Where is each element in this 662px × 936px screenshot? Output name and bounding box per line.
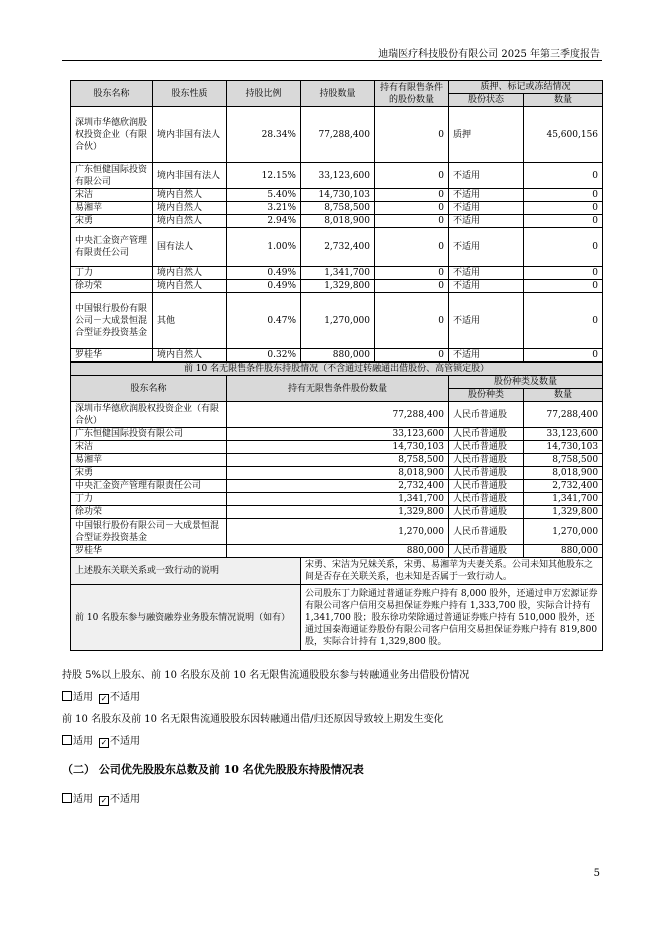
table-row bbox=[71, 163, 603, 189]
table-row bbox=[71, 506, 603, 519]
cell-name: 宋洁 bbox=[71, 441, 227, 454]
cell-amount: 33,123,600 bbox=[524, 428, 603, 441]
table-row bbox=[71, 441, 603, 454]
cell-status: 不适用 bbox=[449, 228, 524, 267]
cell-amount: 1,341,700 bbox=[524, 493, 603, 506]
cell-qty: 1,341,700 bbox=[301, 267, 375, 280]
cell-type: 人民币普通股 bbox=[449, 402, 524, 428]
cell-qty: 33,123,600 bbox=[301, 163, 375, 189]
cell-ratio: 12.15% bbox=[227, 163, 301, 189]
cell-restricted: 0 bbox=[375, 107, 449, 163]
note-label: 前 10 名股东参与融资融券业务股东情况说明（如有） bbox=[71, 585, 301, 651]
cell-qty: 2,732,400 bbox=[301, 228, 375, 267]
table-row bbox=[71, 402, 603, 428]
cell-nature: 境内自然人 bbox=[153, 189, 227, 202]
table-row bbox=[71, 267, 603, 280]
checked-box-icon: ✓ bbox=[100, 694, 108, 703]
cell-restricted: 0 bbox=[375, 267, 449, 280]
cell-type: 人民币普通股 bbox=[449, 506, 524, 519]
cell-nature: 境内自然人 bbox=[153, 202, 227, 215]
cell-qty: 8,018,900 bbox=[301, 215, 375, 228]
cell-status: 质押 bbox=[449, 107, 524, 163]
table-row bbox=[71, 349, 603, 362]
cell-ratio: 2.94% bbox=[227, 215, 301, 228]
option-not-applicable-label: 不适用 bbox=[110, 794, 140, 805]
cell-name: 宋勇 bbox=[71, 467, 227, 480]
table-row bbox=[71, 428, 603, 441]
cell-name: 宋勇 bbox=[71, 215, 153, 228]
cell-ratio: 0.49% bbox=[227, 267, 301, 280]
cell-status: 不适用 bbox=[449, 267, 524, 280]
note-text: 宋勇、宋洁为兄妹关系，宋勇、易湘苹为夫妻关系。公司未知其他股东之间是否存在关联关系，也未知是否属于一致行动人。 bbox=[301, 558, 603, 585]
cell-pledge: 0 bbox=[524, 349, 603, 362]
cell-amount: 1,329,800 bbox=[524, 506, 603, 519]
col-header-ratio: 持股比例 bbox=[227, 81, 301, 107]
col-header-name: 股东名称 bbox=[71, 81, 153, 107]
cell-name: 深圳市华德欣润股权投资企业（有限合伙） bbox=[71, 107, 153, 163]
cell-status: 不适用 bbox=[449, 293, 524, 349]
cell-pledge: 0 bbox=[524, 228, 603, 267]
cell-amount: 8,018,900 bbox=[524, 467, 603, 480]
col-header-pledge-qty: 数量 bbox=[524, 94, 603, 107]
cell-pledge: 0 bbox=[524, 280, 603, 293]
cell-status: 不适用 bbox=[449, 349, 524, 362]
table-row bbox=[71, 493, 603, 506]
cell-qty: 1,329,800 bbox=[227, 506, 449, 519]
page-header-title: 迪瑞医疗科技股份有限公司 2025 年第三季度报告 bbox=[378, 49, 600, 60]
cell-qty: 1,270,000 bbox=[301, 293, 375, 349]
cell-qty: 8,758,500 bbox=[227, 454, 449, 467]
cell-ratio: 3.21% bbox=[227, 202, 301, 215]
cell-type: 人民币普通股 bbox=[449, 467, 524, 480]
checked-box-icon: ✓ bbox=[100, 796, 108, 805]
col-header-pledge-status: 股份状态 bbox=[449, 94, 524, 107]
cell-name: 广东恒健国际投资有限公司 bbox=[71, 428, 227, 441]
cell-qty: 2,732,400 bbox=[227, 480, 449, 493]
checkbox-icon bbox=[62, 691, 72, 701]
table-row bbox=[71, 107, 603, 163]
option-applicable-label: 适用 bbox=[73, 736, 93, 747]
cell-restricted: 0 bbox=[375, 228, 449, 267]
cell-qty: 1,341,700 bbox=[227, 493, 449, 506]
table-row bbox=[71, 454, 603, 467]
cell-name: 深圳市华德欣润股权投资企业（有限合伙） bbox=[71, 402, 227, 428]
col-header-type-group: 股份种类及数量 bbox=[449, 376, 603, 389]
note-row-margin-trading bbox=[71, 585, 603, 651]
cell-ratio: 28.34% bbox=[227, 107, 301, 163]
cell-name: 徐功荣 bbox=[71, 280, 153, 293]
cell-restricted: 0 bbox=[375, 293, 449, 349]
cell-name: 易湘苹 bbox=[71, 202, 153, 215]
cell-nature: 境内自然人 bbox=[153, 215, 227, 228]
cell-amount: 77,288,400 bbox=[524, 402, 603, 428]
col-header-name: 股东名称 bbox=[71, 376, 227, 402]
cell-name: 徐功荣 bbox=[71, 506, 227, 519]
cell-name: 丁力 bbox=[71, 493, 227, 506]
cell-status: 不适用 bbox=[449, 189, 524, 202]
cell-nature: 境内自然人 bbox=[153, 267, 227, 280]
unrestricted-shareholders-table bbox=[70, 362, 603, 651]
cell-ratio: 0.32% bbox=[227, 349, 301, 362]
cell-nature: 境内自然人 bbox=[153, 349, 227, 362]
option-not-applicable-label: 不适用 bbox=[110, 736, 140, 747]
cell-qty: 880,000 bbox=[301, 349, 375, 362]
cell-ratio: 0.47% bbox=[227, 293, 301, 349]
cell-amount: 1,270,000 bbox=[524, 519, 603, 545]
col-header-pledge-group: 质押、标记或冻结情况 bbox=[449, 81, 603, 94]
cell-status: 不适用 bbox=[449, 280, 524, 293]
cell-pledge: 0 bbox=[524, 267, 603, 280]
cell-type: 人民币普通股 bbox=[449, 441, 524, 454]
section-heading: （二） 公司优先股股东总数及前 10 名优先股股东持股情况表 bbox=[62, 763, 364, 776]
cell-type: 人民币普通股 bbox=[449, 454, 524, 467]
cell-name: 中国银行股份有限公司－大成景恒混合型证券投资基金 bbox=[71, 519, 227, 545]
page-number: 5 bbox=[593, 868, 600, 879]
option-line-3 bbox=[62, 790, 140, 806]
paragraph-lending: 持股 5%以上股东、前 10 名股东及前 10 名无限售流通股股东参与转融通业务出借股份情况 bbox=[62, 670, 470, 681]
cell-nature: 其他 bbox=[153, 293, 227, 349]
cell-type: 人民币普通股 bbox=[449, 493, 524, 506]
table-row bbox=[71, 189, 603, 202]
cell-qty: 77,288,400 bbox=[227, 402, 449, 428]
cell-restricted: 0 bbox=[375, 189, 449, 202]
table-row bbox=[71, 545, 603, 558]
checked-box-icon: ✓ bbox=[100, 738, 108, 747]
cell-nature: 境内非国有法人 bbox=[153, 107, 227, 163]
cell-name: 罗桂华 bbox=[71, 545, 227, 558]
cell-ratio: 0.49% bbox=[227, 280, 301, 293]
cell-nature: 境内非国有法人 bbox=[153, 163, 227, 189]
checkbox-icon bbox=[62, 793, 72, 803]
table-row bbox=[71, 467, 603, 480]
top10-shareholders-table bbox=[70, 80, 603, 362]
col-header-type: 股份种类 bbox=[449, 389, 524, 402]
cell-qty: 8,018,900 bbox=[227, 467, 449, 480]
col-header-restricted: 持有有限售条件的股份数量 bbox=[375, 81, 449, 107]
table-row bbox=[71, 215, 603, 228]
cell-type: 人民币普通股 bbox=[449, 519, 524, 545]
cell-pledge: 45,600,156 bbox=[524, 107, 603, 163]
table-row bbox=[71, 202, 603, 215]
cell-qty: 1,329,800 bbox=[301, 280, 375, 293]
cell-ratio: 5.40% bbox=[227, 189, 301, 202]
cell-pledge: 0 bbox=[524, 189, 603, 202]
cell-qty: 880,000 bbox=[227, 545, 449, 558]
header-rule bbox=[62, 60, 602, 61]
cell-qty: 14,730,103 bbox=[301, 189, 375, 202]
cell-name: 中央汇金资产管理有限责任公司 bbox=[71, 228, 153, 267]
cell-name: 宋洁 bbox=[71, 189, 153, 202]
cell-type: 人民币普通股 bbox=[449, 428, 524, 441]
cell-restricted: 0 bbox=[375, 202, 449, 215]
note-row-relation bbox=[71, 558, 603, 585]
cell-name: 中央汇金资产管理有限责任公司 bbox=[71, 480, 227, 493]
note-label: 上述股东关联关系或一致行动的说明 bbox=[71, 558, 301, 585]
cell-name: 丁力 bbox=[71, 267, 153, 280]
cell-pledge: 0 bbox=[524, 293, 603, 349]
cell-amount: 2,732,400 bbox=[524, 480, 603, 493]
option-applicable-label: 适用 bbox=[73, 794, 93, 805]
cell-type: 人民币普通股 bbox=[449, 545, 524, 558]
cell-restricted: 0 bbox=[375, 215, 449, 228]
cell-restricted: 0 bbox=[375, 349, 449, 362]
cell-pledge: 0 bbox=[524, 202, 603, 215]
cell-restricted: 0 bbox=[375, 163, 449, 189]
option-not-applicable-label: 不适用 bbox=[110, 692, 140, 703]
cell-ratio: 1.00% bbox=[227, 228, 301, 267]
option-line-2 bbox=[62, 732, 140, 748]
table-row bbox=[71, 228, 603, 267]
cell-name: 易湘苹 bbox=[71, 454, 227, 467]
cell-qty: 8,758,500 bbox=[301, 202, 375, 215]
section-band-title: 前 10 名无限售条件股东持股情况（不含通过转融通出借股份、高管锁定股） bbox=[71, 363, 603, 376]
cell-nature: 境内自然人 bbox=[153, 280, 227, 293]
col-header-nature: 股东性质 bbox=[153, 81, 227, 107]
col-header-qty: 持股数量 bbox=[301, 81, 375, 107]
cell-qty: 77,288,400 bbox=[301, 107, 375, 163]
cell-nature: 国有法人 bbox=[153, 228, 227, 267]
col-header-unrestricted-qty: 持有无限售条件股份数量 bbox=[227, 376, 449, 402]
table-row bbox=[71, 519, 603, 545]
cell-name: 广东恒健国际投资有限公司 bbox=[71, 163, 153, 189]
table-row bbox=[71, 280, 603, 293]
cell-qty: 33,123,600 bbox=[227, 428, 449, 441]
cell-status: 不适用 bbox=[449, 202, 524, 215]
cell-qty: 14,730,103 bbox=[227, 441, 449, 454]
cell-amount: 880,000 bbox=[524, 545, 603, 558]
col-header-amount: 数量 bbox=[524, 389, 603, 402]
paragraph-change: 前 10 名股东及前 10 名无限售流通股股东因转融通出借/归还原因导致较上期发生变化 bbox=[62, 714, 444, 725]
cell-name: 中国银行股份有限公司－大成景恒混合型证券投资基金 bbox=[71, 293, 153, 349]
cell-restricted: 0 bbox=[375, 280, 449, 293]
cell-pledge: 0 bbox=[524, 215, 603, 228]
cell-amount: 8,758,500 bbox=[524, 454, 603, 467]
cell-amount: 14,730,103 bbox=[524, 441, 603, 454]
cell-status: 不适用 bbox=[449, 163, 524, 189]
cell-qty: 1,270,000 bbox=[227, 519, 449, 545]
cell-name: 罗桂华 bbox=[71, 349, 153, 362]
option-applicable-label: 适用 bbox=[73, 692, 93, 703]
checkbox-icon bbox=[62, 735, 72, 745]
cell-type: 人民币普通股 bbox=[449, 480, 524, 493]
note-text: 公司股东丁力除通过普通证券账户持有 8,000 股外，还通过申万宏源证券有限公司客户信用交易担保证券账户持有 1,333,700 股，实际合计持有 1,341,700 股；股东徐功荣除通过普通证券账户持有 510,000 股外，还通过国泰海通证券股份有限公司客户信用交易担保证券账户持有 819,800 股，实际合计持有 1,329,800 股。 bbox=[301, 585, 603, 651]
cell-status: 不适用 bbox=[449, 215, 524, 228]
table-row bbox=[71, 480, 603, 493]
option-line-1 bbox=[62, 688, 140, 704]
table-row bbox=[71, 293, 603, 349]
cell-pledge: 0 bbox=[524, 163, 603, 189]
